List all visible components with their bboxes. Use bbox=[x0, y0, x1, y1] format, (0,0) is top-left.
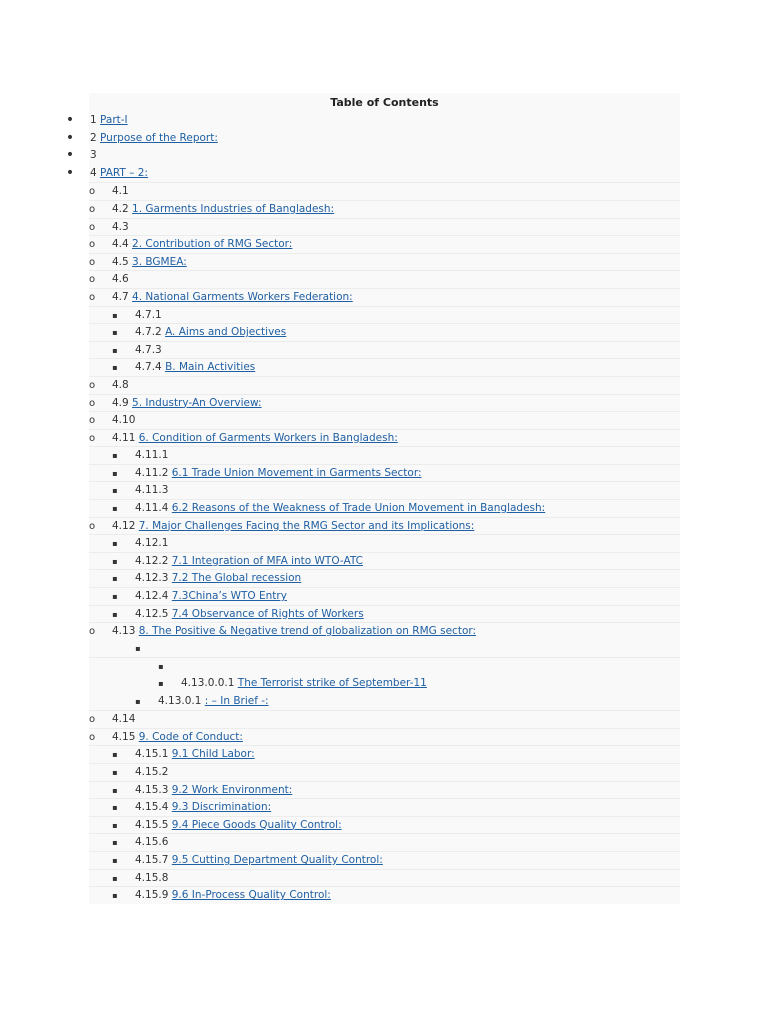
toc-link[interactable]: 9.3 Discrimination: bbox=[171, 801, 272, 814]
list-bullet-icon: o bbox=[88, 626, 96, 638]
toc-number: 4.2 bbox=[112, 202, 129, 215]
toc-list bbox=[65, 112, 680, 904]
toc-entry bbox=[135, 465, 422, 483]
toc-number: 4.13.0.0.1 bbox=[181, 677, 235, 689]
toc-row bbox=[89, 816, 680, 834]
toc-entry bbox=[112, 395, 262, 413]
toc-number: 4.8 bbox=[112, 378, 129, 391]
toc-entry bbox=[112, 377, 129, 395]
toc-entry bbox=[112, 518, 474, 536]
toc-link[interactable]: 8. The Positive & Negative trend of globalization on RMG sector: bbox=[138, 625, 477, 638]
toc-entry bbox=[112, 412, 135, 430]
list-bullet-icon: o bbox=[88, 274, 96, 286]
toc-number: 4.11.3 bbox=[135, 484, 169, 497]
list-bullet-icon: ▪ bbox=[112, 785, 118, 795]
toc-number: 4.14 bbox=[112, 713, 136, 726]
toc-entry bbox=[135, 447, 168, 465]
toc-entry bbox=[135, 764, 168, 782]
toc-number: 4.13.0.1 bbox=[158, 694, 202, 707]
toc-number: 4.13 bbox=[112, 625, 136, 638]
toc-number: 4.7.1 bbox=[135, 308, 162, 321]
toc-number: 4.11.1 bbox=[135, 449, 169, 462]
toc-number: 4.7.2 bbox=[135, 326, 162, 339]
toc-row bbox=[89, 869, 680, 887]
list-bullet-icon: • bbox=[65, 129, 75, 146]
toc-entry bbox=[135, 782, 292, 800]
toc-entry bbox=[135, 324, 286, 342]
toc-row bbox=[89, 200, 680, 218]
toc-entry bbox=[181, 675, 427, 693]
toc-link[interactable]: 2. Contribution of RMG Sector: bbox=[132, 238, 293, 251]
toc-number: 4.15.1 bbox=[135, 748, 169, 761]
toc-row bbox=[89, 429, 680, 447]
list-bullet-icon: o bbox=[88, 432, 96, 444]
toc-number: 4.12.3 bbox=[135, 572, 169, 585]
toc-link[interactable]: 9.6 In-Process Quality Control: bbox=[171, 889, 331, 902]
toc-number: 3 bbox=[90, 149, 97, 162]
toc-entry bbox=[112, 623, 476, 641]
toc-row bbox=[65, 147, 680, 165]
toc-row bbox=[89, 288, 680, 306]
toc-link[interactable]: 7.4 Observance of Rights of Workers bbox=[171, 607, 364, 620]
toc-row bbox=[89, 781, 680, 799]
list-bullet-icon: ▪ bbox=[135, 696, 141, 706]
toc-row bbox=[89, 499, 680, 517]
toc-number: 4.1 bbox=[112, 185, 129, 198]
toc-number: 4.11.2 bbox=[135, 466, 169, 479]
toc-link[interactable]: 5. Industry-An Overview: bbox=[132, 396, 262, 409]
toc-link[interactable]: 6. Condition of Garments Workers in Bangladesh: bbox=[138, 431, 398, 444]
list-bullet-icon: ▪ bbox=[112, 891, 118, 901]
toc-row bbox=[89, 552, 680, 570]
toc-row bbox=[65, 164, 680, 183]
toc-entry bbox=[135, 834, 168, 852]
toc-entry bbox=[135, 500, 545, 518]
toc-row bbox=[65, 129, 680, 148]
toc-entry bbox=[135, 588, 287, 606]
toc-entry bbox=[135, 817, 342, 835]
toc-link[interactable]: 9. Code of Conduct: bbox=[138, 730, 243, 743]
toc-number: 1 bbox=[90, 114, 97, 126]
toc-row bbox=[89, 253, 680, 271]
toc-row bbox=[89, 605, 680, 623]
toc-link[interactable]: PART – 2: bbox=[100, 166, 148, 179]
list-bullet-icon: ▪ bbox=[112, 750, 118, 760]
toc-row bbox=[89, 446, 680, 464]
toc-row bbox=[89, 341, 680, 359]
toc-number: 4.12 bbox=[112, 519, 136, 532]
toc-row bbox=[89, 235, 680, 253]
list-bullet-icon: o bbox=[88, 397, 96, 409]
toc-row bbox=[89, 745, 680, 763]
list-bullet-icon: ▪ bbox=[112, 574, 118, 584]
toc-number: 4.7 bbox=[112, 290, 129, 303]
toc-link[interactable]: 3. BGMEA: bbox=[132, 255, 187, 268]
toc-number: 4.12.1 bbox=[135, 537, 169, 550]
list-bullet-icon: ▪ bbox=[112, 345, 118, 355]
list-bullet-icon: ▪ bbox=[135, 643, 141, 653]
list-bullet-icon: ▪ bbox=[112, 504, 118, 514]
list-bullet-icon: ▪ bbox=[112, 767, 118, 777]
list-bullet-icon: • bbox=[65, 147, 75, 164]
toc-entry bbox=[90, 147, 97, 165]
list-bullet-icon: ▪ bbox=[112, 328, 118, 338]
toc-row bbox=[89, 218, 680, 236]
toc-link[interactable]: 1. Garments Industries of Bangladesh: bbox=[132, 202, 335, 215]
list-bullet-icon: o bbox=[88, 714, 96, 726]
toc-number: 4.5 bbox=[112, 255, 129, 268]
toc-entry bbox=[112, 711, 135, 729]
list-bullet-icon: • bbox=[65, 164, 75, 181]
toc-entry bbox=[135, 746, 255, 764]
toc-row bbox=[89, 886, 680, 904]
toc-row bbox=[89, 763, 680, 781]
toc-entry bbox=[112, 430, 398, 448]
toc-entry bbox=[135, 852, 383, 870]
toc-number: 4.15.9 bbox=[135, 889, 169, 902]
toc-entry bbox=[135, 482, 168, 500]
toc-entry bbox=[158, 693, 269, 711]
toc-entry bbox=[135, 570, 301, 588]
toc-entry bbox=[135, 870, 168, 888]
toc-row bbox=[65, 112, 680, 130]
toc-number: 4.11 bbox=[112, 431, 136, 444]
toc-link[interactable]: Purpose of the Report: bbox=[100, 131, 218, 144]
toc-link[interactable]: 9.2 Work Environment: bbox=[171, 783, 293, 796]
toc-link[interactable]: B. Main Activities bbox=[165, 361, 256, 374]
toc-number: 4 bbox=[90, 166, 97, 179]
toc-number: 4.9 bbox=[112, 396, 129, 409]
toc-number: 4.10 bbox=[112, 414, 136, 427]
toc-entry bbox=[112, 729, 243, 747]
toc-entry bbox=[135, 307, 162, 325]
toc-number: 4.15.8 bbox=[135, 871, 169, 884]
table-of-contents bbox=[65, 93, 680, 904]
list-bullet-icon: • bbox=[65, 112, 75, 128]
toc-row bbox=[89, 358, 680, 376]
toc-row bbox=[89, 376, 680, 394]
list-bullet-icon: o bbox=[88, 731, 96, 743]
toc-number: 4.15.5 bbox=[135, 818, 169, 831]
toc-row bbox=[89, 657, 680, 675]
toc-link[interactable]: 9.5 Cutting Department Quality Control: bbox=[171, 853, 383, 866]
list-bullet-icon: o bbox=[88, 520, 96, 532]
toc-entry bbox=[112, 289, 353, 307]
toc-row bbox=[89, 323, 680, 341]
toc-link[interactable]: 7. Major Challenges Facing the RMG Sector and its Implications: bbox=[138, 519, 475, 532]
toc-entry bbox=[112, 219, 129, 237]
list-bullet-icon: ▪ bbox=[112, 539, 118, 549]
list-bullet-icon: o bbox=[88, 239, 96, 251]
toc-link[interactable]: The Terrorist strike of September-11 bbox=[237, 677, 427, 689]
toc-entry bbox=[135, 606, 364, 624]
list-bullet-icon: ▪ bbox=[112, 363, 118, 373]
list-bullet-icon: o bbox=[88, 379, 96, 391]
toc-number: 4.6 bbox=[112, 273, 129, 286]
toc-link[interactable]: Part-I bbox=[100, 114, 128, 126]
list-bullet-icon: ▪ bbox=[112, 556, 118, 566]
toc-number: 4.15.3 bbox=[135, 783, 169, 796]
toc-number: 4.15 bbox=[112, 730, 136, 743]
toc-row bbox=[89, 481, 680, 499]
list-bullet-icon: ▪ bbox=[158, 662, 164, 672]
toc-title: Table of Contents bbox=[330, 96, 439, 109]
toc-link[interactable]: 9.1 Child Labor: bbox=[171, 748, 255, 761]
list-bullet-icon: ▪ bbox=[112, 838, 118, 848]
toc-number: 2 bbox=[90, 131, 97, 144]
list-bullet-icon: ▪ bbox=[112, 486, 118, 496]
toc-entry bbox=[135, 535, 168, 553]
toc-row bbox=[89, 517, 680, 535]
toc-number: 4.7.4 bbox=[135, 361, 162, 374]
toc-number: 4.7.3 bbox=[135, 343, 162, 356]
list-bullet-icon: o bbox=[88, 186, 96, 198]
toc-number: 4.12.5 bbox=[135, 607, 169, 620]
toc-entry bbox=[112, 201, 334, 219]
toc-entry bbox=[112, 236, 292, 254]
toc-row bbox=[89, 798, 680, 816]
toc-row bbox=[89, 833, 680, 851]
toc-row bbox=[89, 587, 680, 605]
toc-link[interactable]: 9.4 Piece Goods Quality Control: bbox=[171, 818, 342, 831]
list-bullet-icon: o bbox=[88, 415, 96, 427]
list-bullet-icon: o bbox=[88, 221, 96, 233]
toc-entry bbox=[135, 553, 363, 571]
list-bullet-icon: ▪ bbox=[112, 310, 118, 320]
toc-link[interactable]: 4. National Garments Workers Federation: bbox=[132, 290, 353, 303]
list-bullet-icon: ▪ bbox=[112, 592, 118, 602]
list-bullet-icon: ▪ bbox=[158, 679, 164, 688]
list-bullet-icon: ▪ bbox=[112, 855, 118, 865]
toc-row bbox=[89, 411, 680, 429]
toc-row bbox=[89, 851, 680, 869]
toc-link[interactable]: 7.3China’s WTO Entry bbox=[171, 590, 287, 603]
list-bullet-icon: ▪ bbox=[112, 468, 118, 478]
toc-row bbox=[89, 270, 680, 288]
toc-row bbox=[89, 675, 680, 693]
toc-row bbox=[89, 693, 680, 711]
toc-link[interactable]: 6.1 Trade Union Movement in Garments Sector: bbox=[171, 466, 422, 479]
toc-row bbox=[89, 464, 680, 482]
toc-number: 4.15.7 bbox=[135, 853, 169, 866]
toc-number: 4.15.2 bbox=[135, 765, 169, 778]
list-bullet-icon: ▪ bbox=[112, 820, 118, 830]
toc-entry bbox=[135, 342, 162, 360]
toc-number: 4.15.4 bbox=[135, 801, 169, 814]
list-bullet-icon: o bbox=[88, 203, 96, 215]
toc-entry bbox=[90, 130, 218, 148]
toc-row bbox=[89, 569, 680, 587]
toc-number: 4.4 bbox=[112, 238, 129, 251]
toc-link[interactable]: 7.2 The Global recession bbox=[171, 572, 302, 585]
toc-link[interactable]: A. Aims and Objectives bbox=[165, 326, 287, 339]
list-bullet-icon: o bbox=[88, 291, 96, 303]
toc-row bbox=[89, 182, 680, 200]
toc-number: 4.11.4 bbox=[135, 502, 169, 515]
toc-number: 4.3 bbox=[112, 220, 129, 233]
toc-entry bbox=[135, 799, 271, 817]
toc-entry bbox=[112, 183, 129, 201]
toc-entry bbox=[135, 359, 255, 377]
toc-entry bbox=[135, 887, 331, 905]
toc-row bbox=[89, 534, 680, 552]
toc-link[interactable]: 7.1 Integration of MFA into WTO-ATC bbox=[171, 554, 363, 567]
list-bullet-icon: ▪ bbox=[112, 803, 118, 813]
toc-entry bbox=[112, 254, 187, 272]
toc-link[interactable]: 6.2 Reasons of the Weakness of Trade Union Movement in Bangladesh: bbox=[171, 502, 546, 515]
toc-row bbox=[89, 306, 680, 324]
list-bullet-icon: ▪ bbox=[112, 451, 118, 461]
toc-entry bbox=[90, 165, 148, 183]
toc-number: 4.12.4 bbox=[135, 590, 169, 603]
toc-row bbox=[89, 394, 680, 412]
toc-row bbox=[89, 728, 680, 746]
toc-row bbox=[89, 622, 680, 640]
toc-link[interactable]: : – In Brief -: bbox=[204, 694, 269, 707]
list-bullet-icon: ▪ bbox=[112, 609, 118, 619]
toc-entry bbox=[90, 112, 128, 130]
toc-row bbox=[89, 640, 680, 658]
toc-number: 4.12.2 bbox=[135, 554, 169, 567]
list-bullet-icon: o bbox=[88, 256, 96, 268]
list-bullet-icon: ▪ bbox=[112, 873, 118, 883]
toc-entry bbox=[112, 271, 129, 289]
toc-number: 4.15.6 bbox=[135, 836, 169, 849]
toc-row bbox=[89, 710, 680, 728]
